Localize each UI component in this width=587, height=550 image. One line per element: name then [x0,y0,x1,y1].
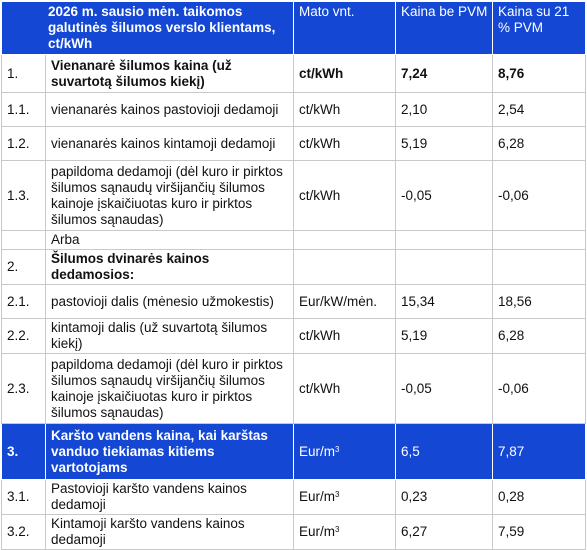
row-unit: ct/kWh [294,319,396,354]
row-unit: ct/kWh [294,161,396,231]
table-row [2,480,586,515]
row-number: 2.3. [2,354,46,424]
unit-base: Eur/m [299,489,336,504]
row-price-vat: -0,06 [493,354,586,424]
row-price-vat: 7,87 [493,424,586,480]
row-number: 1.3. [2,161,46,231]
row-price-vat: -0,06 [493,161,586,231]
table-row [2,161,586,231]
table-row [2,127,586,161]
row-price-no-vat: -0,05 [396,354,493,424]
row-number: 3.1. [2,480,46,515]
row-price-vat: 7,59 [493,515,586,550]
row-unit [294,424,396,480]
row-label: Vienanarė šilumos kaina (už suvartotą šilumos kiekį) [46,55,294,93]
row-number: 1.2. [2,127,46,161]
row-price-vat: 0,28 [493,480,586,515]
row-number: 2. [2,250,46,285]
row-price-no-vat: 15,34 [396,285,493,319]
row-price-no-vat: 6,5 [396,424,493,480]
table-row [2,250,586,285]
row-unit: Eur/kW/mėn. [294,285,396,319]
row-unit [294,250,396,285]
row-number [2,231,46,250]
row-label: Pastovioji karšto vandens kainos dedamoji [46,480,294,515]
table-row [2,285,586,319]
unit-base: Eur/m [299,524,336,539]
row-price-vat: 8,76 [493,55,586,93]
row-price-no-vat: 6,27 [396,515,493,550]
row-price-no-vat: 7,24 [396,55,493,93]
row-price-no-vat: 5,19 [396,127,493,161]
row-unit [294,231,396,250]
table-row [2,354,586,424]
row-label: Karšto vandens kaina, kai karštas vanduo tiekiamas kitiems vartotojams [46,424,294,480]
row-price-no-vat [396,231,493,250]
table-header-row [2,2,586,55]
row-number: 2.1. [2,285,46,319]
row-label: Kintamoji karšto vandens kainos dedamoji [46,515,294,550]
row-price-vat: 18,56 [493,285,586,319]
row-unit: ct/kWh [294,354,396,424]
row-price-vat [493,250,586,285]
row-price-no-vat: 2,10 [396,93,493,127]
heat-price-table [1,1,586,550]
row-label: pastovioji dalis (mėnesio užmokestis) [46,285,294,319]
row-unit: ct/kWh [294,55,396,93]
price-vat-column-header: Kaina su 21 % PVM [493,2,586,55]
row-unit [294,480,396,515]
table-row [2,515,586,550]
row-price-no-vat: -0,05 [396,161,493,231]
row-price-vat [493,231,586,250]
row-number: 3. [2,424,46,480]
row-number: 1.1. [2,93,46,127]
row-label: kintamoji dalis (už suvartotą šilumos kiekį) [46,319,294,354]
table-row-highlighted [2,424,586,480]
row-number: 1. [2,55,46,93]
row-label: vienanarės kainos kintamoji dedamoji [46,127,294,161]
unit-superscript: 3 [335,444,340,454]
row-price-no-vat: 0,23 [396,480,493,515]
row-price-vat: 6,28 [493,319,586,354]
table-title: 2026 m. sausio mėn. taikomos galutinės šilumos verslo klientams, ct/kWh [2,2,294,55]
row-label: papildoma dedamoji (dėl kuro ir pirktos šilumos sąnaudų viršijančių šilumos kainoje įskaičiuotas kuro ir pirktos šilumos sąnaudas) [46,354,294,424]
row-label: papildoma dedamoji (dėl kuro ir pirktos šilumos sąnaudų viršijančių šilumos kainoje įskaičiuotas kuro ir pirktos šilumos sąnaudas) [46,161,294,231]
row-price-vat: 6,28 [493,127,586,161]
row-number: 3.2. [2,515,46,550]
row-price-no-vat [396,250,493,285]
row-label: Šilumos dvinarės kainos dedamosios: [46,250,294,285]
row-label: Arba [46,231,294,250]
row-unit: ct/kWh [294,93,396,127]
table-row [2,319,586,354]
unit-column-header: Mato vnt. [294,2,396,55]
unit-superscript: 3 [335,525,340,534]
unit-base: Eur/m [299,443,336,459]
row-price-no-vat: 5,19 [396,319,493,354]
unit-superscript: 3 [335,490,340,499]
row-unit: ct/kWh [294,127,396,161]
row-label: vienanarės kainos pastovioji dedamoji [46,93,294,127]
table-row [2,93,586,127]
row-number: 2.2. [2,319,46,354]
table-row [2,55,586,93]
price-no-vat-column-header: Kaina be PVM [396,2,493,55]
row-unit [294,515,396,550]
table-row [2,231,586,250]
row-price-vat: 2,54 [493,93,586,127]
